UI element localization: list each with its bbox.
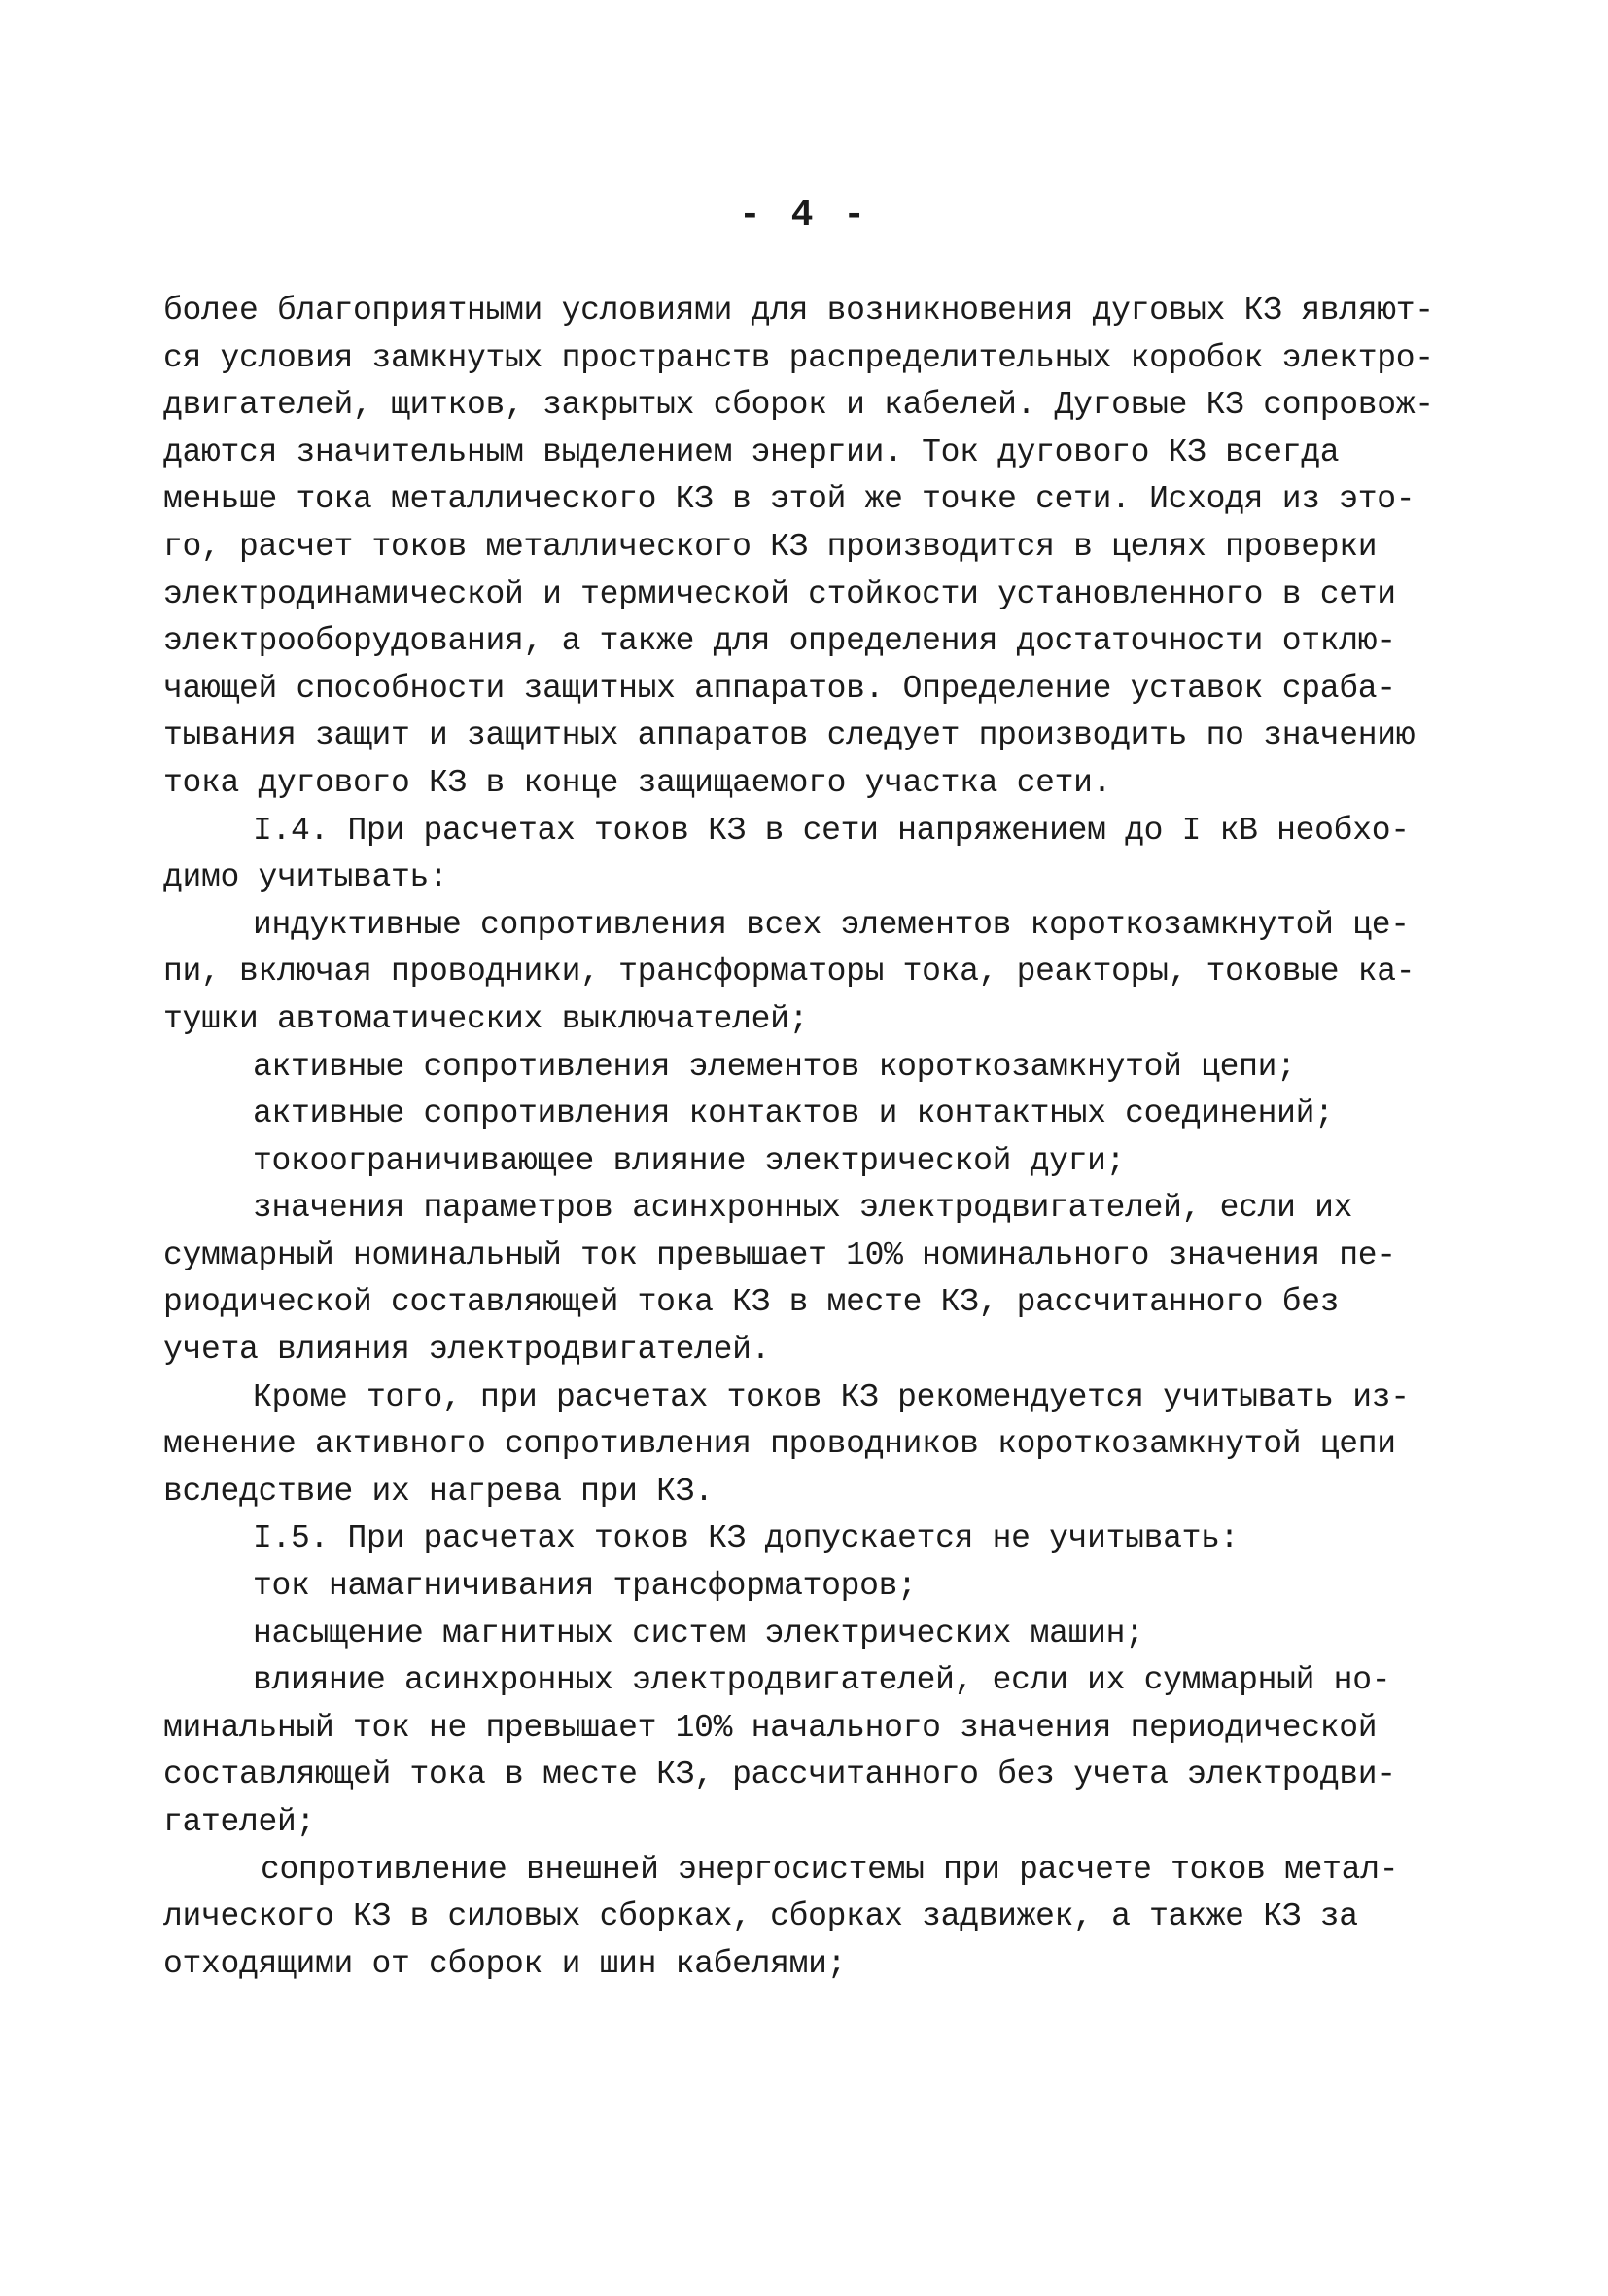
text-line: активные сопротивления элементов короткозамкнутой цепи; [253, 1048, 1296, 1085]
text-line: составляющей тока в месте КЗ, рассчитанного без учета электродви- [163, 1757, 1396, 1793]
text-line: менение активного сопротивления проводников короткозамкнутой цепи [163, 1426, 1396, 1463]
text-line: го, расчет токов металлического КЗ производится в целях проверки [163, 528, 1378, 565]
text-line: электрооборудования, а также для определения достаточности отклю- [163, 623, 1396, 660]
text-line: значения параметров асинхронных электродвигателей, если их [253, 1190, 1353, 1227]
text-line: лического КЗ в силовых сборках, сборках задвижек, а также КЗ за [163, 1898, 1358, 1935]
text-line: димо учитывать: [163, 859, 448, 896]
text-line: влияние асинхронных электродвигателей, если их суммарный но- [253, 1662, 1391, 1699]
text-line: даются значительным выделением энергии. Ток дугового КЗ всегда [163, 434, 1340, 470]
text-line: сопротивление внешней энергосистемы при расчете токов метал- [261, 1851, 1399, 1888]
text-line: Кроме того, при расчетах токов КЗ рекомендуется учитывать из- [253, 1378, 1410, 1415]
text-line: токоограничивающее влияние электрической дуги; [253, 1142, 1126, 1179]
text-line: гателей; [163, 1804, 316, 1840]
text-line: I.5. При расчетах токов КЗ допускается не учитывать: [253, 1520, 1240, 1557]
page-number: - 4 - [738, 194, 870, 236]
text-line: минальный ток не превышает 10% начального значения периодической [163, 1709, 1378, 1746]
text-line: пи, включая проводники, трансформаторы тока, реакторы, токовые ка- [163, 954, 1416, 991]
text-line: ток намагничивания трансформаторов; [253, 1568, 917, 1605]
text-line: электродинамической и термической стойкости установленного в сети [163, 575, 1396, 612]
text-line: двигателей, щитков, закрытых сборок и кабелей. Дуговые КЗ сопровож- [163, 387, 1434, 424]
text-line: ся условия замкнутых пространств распределительных коробок электро- [163, 339, 1434, 376]
text-line: тывания защит и защитных аппаратов следует производить по значению [163, 717, 1416, 754]
text-line: насыщение магнитных систем электрических машин; [253, 1615, 1144, 1652]
text-line: отходящими от сборок и шин кабелями; [163, 1945, 847, 1982]
text-line: активные сопротивления контактов и контактных соединений; [253, 1096, 1334, 1132]
text-line: индуктивные сопротивления всех элементов короткозамкнутой це- [253, 906, 1410, 943]
body-text [163, 288, 1486, 1988]
text-line: чающей способности защитных аппаратов. Определение уставок сраба- [163, 670, 1396, 707]
text-line: учета влияния электродвигателей. [163, 1332, 771, 1369]
text-line: меньше тока металлического КЗ в этой же точке сети. Исходя из это- [163, 481, 1416, 518]
text-line: вследствие их нагрева при КЗ. [163, 1473, 714, 1510]
text-line: I.4. При расчетах токов КЗ в сети напряжением до I кВ необхо- [253, 812, 1410, 849]
text-line: более благоприятными условиями для возникновения дуговых КЗ являют- [163, 293, 1434, 329]
text-line: суммарный номинальный ток превышает 10% номинального значения пе- [163, 1236, 1396, 1273]
text-line: тока дугового КЗ в конце защищаемого участка сети. [163, 764, 1112, 801]
text-line: тушки автоматических выключателей; [163, 1000, 809, 1037]
text-line: риодической составляющей тока КЗ в месте КЗ, рассчитанного без [163, 1284, 1340, 1321]
